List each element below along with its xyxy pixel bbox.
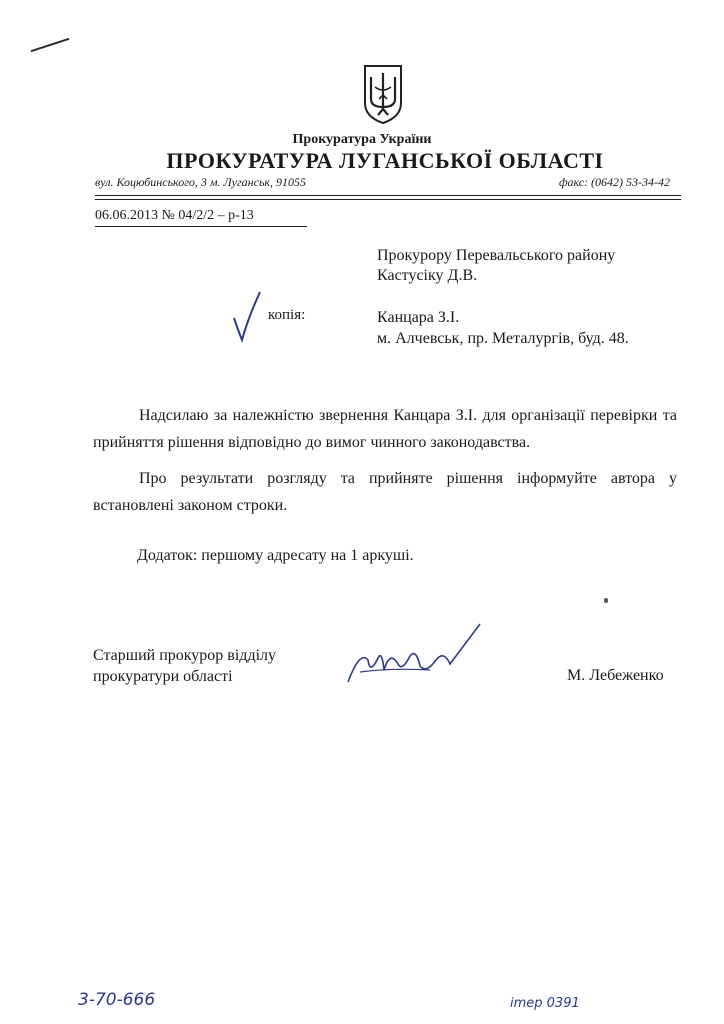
letterhead-divider-thin	[95, 199, 681, 200]
recipient-name: Кастусіку Д.В.	[377, 267, 478, 284]
handwritten-note-left: 3-70-666	[78, 990, 156, 1010]
copy-recipient-block	[377, 307, 629, 349]
attachment-note: Додаток: першому адресату на 1 аркуші.	[137, 547, 414, 564]
signer-title-line1: Старший прокурор відділу	[93, 647, 277, 664]
document-reference	[95, 208, 254, 224]
letterhead-divider	[95, 195, 681, 196]
signer-name: М. Лебеженко	[567, 667, 664, 684]
recipient-position: Прокурору Перевальського району	[377, 247, 616, 264]
signer-title	[93, 645, 276, 687]
signer-title-line2: прокуратури області	[93, 668, 233, 685]
copy-label: копія:	[268, 307, 306, 323]
body-paragraph-2: Про результати розгляду та прийняте рішення інформуйте автора у встановлені законом строки.	[93, 470, 677, 514]
body-paragraph-1: Надсилаю за належністю звернення Канцара З.І. для організації перевірки та прийняття рішення відповідно до вимог чинного законодавства.	[93, 407, 677, 451]
recipient-block	[377, 246, 615, 286]
trident-emblem-icon	[362, 63, 404, 125]
org-superior-title: Прокуратура України	[292, 132, 432, 147]
checkmark-icon	[230, 288, 264, 344]
document-date: 06.06.2013	[95, 208, 158, 223]
scan-speck	[604, 598, 608, 603]
handwritten-dash	[31, 38, 70, 52]
handwritten-note-right: imeр 0391	[510, 996, 580, 1011]
org-address: вул. Коцюбинського, 3 м. Луганськ, 91055	[95, 175, 307, 189]
org-fax: факс: (0642) 53-34-42	[559, 175, 670, 189]
document-number: № 04/2/2 – р-13	[161, 208, 254, 223]
copy-recipient-address: м. Алчевськ, пр. Металургів, буд. 48.	[377, 330, 629, 347]
handwritten-signature	[340, 620, 490, 690]
reference-underline	[95, 226, 307, 227]
org-name-title: ПРОКУРАТУРА ЛУГАНСЬКОЇ ОБЛАСТІ	[166, 148, 604, 173]
copy-recipient-name: Канцара З.І.	[377, 309, 460, 326]
